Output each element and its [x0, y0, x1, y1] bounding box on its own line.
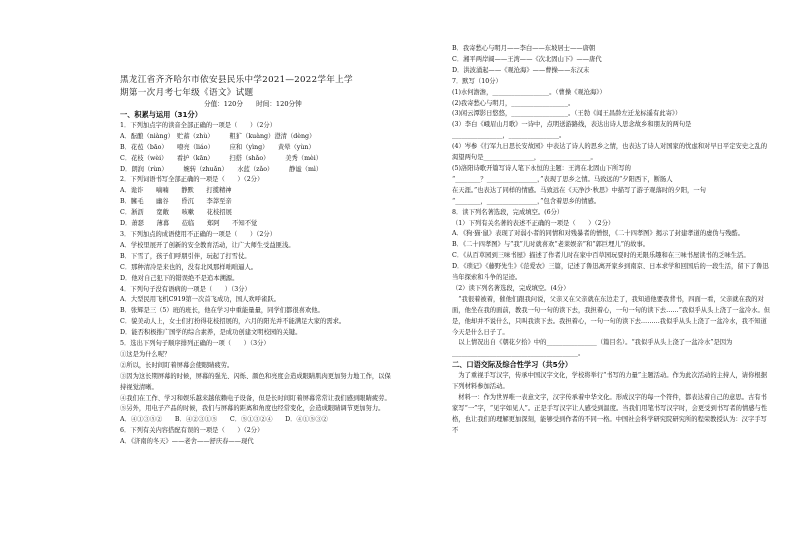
exam-title-line-2: 期第一次月考七年级《语文》试题 [120, 88, 254, 98]
text-line: A．酝酿（niàng） 贮蓄（zhù） 粗犷（kuàng）澄清（dèng） [120, 132, 316, 140]
text-line: 3．下列加点的成语使用不正确的一项是（ ）（2分） [120, 230, 276, 238]
text-line: (3)闲云潭影日悠悠，__________________。（王勃《闻王昌龄左迁龙标遥有此寄》） [452, 110, 682, 118]
text-line: ________________，________________。 [452, 132, 566, 140]
text-line: (5)洛阳诗歌开篇写诗人笔下永恒的主题：王湾在北固山下所写的 [452, 164, 631, 172]
text-line: 2．下列词语书写全部正确的一项是（ ）（2分） [120, 176, 264, 184]
text-line: 6．下列有关内容搭配有误的一项是（ ）（2分） [120, 427, 264, 435]
text-line: （1）下列有关名著的表述不正确的一项是（ ）（2分） [452, 219, 615, 227]
text-line: A．学校里展开了创新的安全教育活动，让广大师生受益匪浅。 [120, 241, 295, 249]
section-heading: 一、积累与运用（31分） [120, 110, 202, 119]
text-line: (2)我寄愁心与明月，__________________。 [452, 99, 575, 107]
text-line: C．淅沥 宽敞 咳嗽 花枝招展 [120, 209, 232, 217]
text-line: “________，________________，”包含着思乡的情感。 [452, 197, 601, 205]
text-line: B．臃毛 幽谷 昏沉 李莽至亲 [120, 198, 232, 206]
exam-title-line-1: 黑龙江省齐齐哈尔市依安县民乐中学2021—2022学年上学 [120, 75, 353, 85]
text-line: 1．下列加点字的读音全部正确的一项是（ ）（2分） [120, 121, 276, 129]
text-line: ④我们在工作、学习和娱乐越来越依赖电子设备，但是长时间盯着屏幕常常让我们感到眼睛疲劳。 [120, 394, 391, 402]
text-line: C．那种清冷是来也的，没有北风那样咄咄逼人。 [120, 263, 258, 271]
text-line: “我很着被着，催他们跟我问说，父亲又在父亲就在东边走了，我知道他要我背书，四面一看，父亲就在我的对面，他坐在我的面前，教我一句一句的读下去，我担着心，一句一句的读下去……”我似乎从头上浇了一盆冷水。但是，他却并不说什么，只叫我读下去。我担着心，一句一句的读下去………我似乎从头上浇了一盆冷水，我不知道今天是什么日子了。 [452, 295, 771, 336]
text-line: D．他对自己犯下的错误绝不是追本溯源。 [120, 274, 239, 282]
text-line: B．花苞（bāo） 嘹亮（liáo） 应和（yìng） 黄晕（yùn） [120, 143, 315, 151]
text-line: 8．读下列名著选段，完成填空。(6分） [452, 208, 564, 216]
text-line: D．洪波涌起——《观沧海》——曹操——东汉末 [452, 66, 590, 74]
text-line: B．张辉是三（5）班的班长，他在学习中重能量量，同学们都很喜欢他。 [120, 307, 324, 315]
text-line: “________？________________，”表现了思乡之情。马致远的“夕阳西下，断肠人 [452, 175, 673, 183]
text-line: D．《琐记》《藤野先生》《范爱农》三篇，记述了鲁迅离开家乡到南京、日本求学和回国后的一段生活，留下了鲁迅当年探索和斗争的足迹。 [452, 263, 769, 282]
text-line: ①这是为什么呢？ [120, 350, 171, 358]
text-line: A．《狗·猫·鼠》表现了对弱小者的同情和对残暴者的憎恨，《二十四孝图》揭示了封建孝道的虚伪与残酷。 [452, 230, 744, 238]
text-line: 7．默写（10分） [452, 77, 502, 85]
text-line: B．《二十四孝图》与“我”儿时就喜欢“老莱娱亲”和“郭巨埋儿”的故事。 [452, 241, 650, 249]
score-time-info: 分值：120分 时间：120分钟 [204, 100, 302, 108]
text-line: A．诡诈 喃喃 静默 打揽精神 [120, 187, 232, 195]
text-line: （2）读下列名著选段，完成填空。(4分） [452, 284, 570, 292]
text-line: C．貌美动人上，女士们打扮得花枝招展的，六月的阳光并不能满足大家的需求。 [120, 318, 346, 326]
text-line: 以上情况出自《朝花夕拾》中的________________（篇目名）。“我似乎从头上浇了一盆冷水”是因为 [452, 339, 733, 347]
text-line: 为了重视手写汉字，传承中国汉字文化，学校将举行“书写的力量”主题活动。作为此次活动的主持人，请你根据下列材料参加活动。 [452, 372, 767, 391]
text-line: A．大型民用飞机C919第一次首飞成功，国人欢呼雀跃。 [120, 296, 280, 304]
text-line: B．下雪了，孩子们呼朋引伴，玩起了打雪仗。 [120, 252, 251, 260]
text-line: D．萧瑟 薄暮 莅临 郑阿 不知不觉 [120, 220, 258, 228]
text-line: B．我寄愁心与明月——李白——东坡居士——唐朝 [452, 45, 596, 52]
text-line: ③因为这长期屏幕的时候，屏幕的强光、闪烁、颜色和亮度会造成眼睛肌肉更加努力地工作，以保持视觉清晰。 [120, 372, 391, 391]
text-line: D．能否积极推广国学的综合素养，是成功创建文明校园的关键。 [120, 329, 302, 337]
exam-title [120, 74, 440, 100]
section-heading: 二、口语交际及综合性学习（共5分） [452, 360, 573, 370]
text-line: ⑤另外，用电子产品的时候，我们与屏幕的距离和角度也经常变化，会造成眼睛调节更加努力。 [120, 405, 385, 413]
text-line: (4）岑参《行军九日思长安故园》中表达了诗人的思乡之情，也表达了诗人对国家的忧虑和对早日平定安史之乱的渴望两句是________________，________________。 [452, 143, 768, 162]
text-line: 5．选出下列句子顺序排列正确的一项（ ）（3分） [120, 340, 270, 348]
text-line: 4．下列句子没有语病的一项是（ ）（3分） [120, 285, 251, 293]
text-line: D．朗润（rùn） 婉转（zhuǎn） 水蓝（zǎo） 静谧（mì） [120, 165, 323, 173]
right-column [452, 44, 772, 437]
text-line: ②所以，长时间盯着屏幕会使眼睛疲劳。 [120, 361, 234, 369]
text-line: 在天涯。”也表达了同样的情感。马致远在《天净沙·秋思》中描写了游子观落时的夕阳，一句 [452, 186, 706, 194]
text-line: 材料一：作为世界唯一表意文字，汉字传承着中华文化。形成汉字的每一个符件，都表达着自己的意思。古有书家写“一”字，“见字如见人”。正是手写汉字让人感受到温度。当我们用笔书写汉字时，会更受到书写者的情感与性格，也让我们的理解更加深刻，能够受到作者的不同一格。中国社会科学研究院研究所的程荣教授认为：汉字手写不 [452, 394, 768, 434]
text-line: C．《从百草园到三味书屋》描述了作者儿时在家中百草园玩耍时的无限乐趣和在三味书屋读书的乏味生活。 [452, 252, 750, 260]
text-line: A．《济南的冬天》——老舍——舒庆春——现代 [120, 438, 254, 446]
text-line: (3）李白《峨眉山月歌》一诗中，点明送游路线，表达出诗人思念故乡和朋友的两句是 [452, 121, 692, 129]
text-line: C．花枝（wèi） 看护（kān） 扫搭（shǎo） 美秀（mèi） [120, 154, 323, 162]
left-column [120, 110, 392, 448]
text-line: ________________________________________。 [452, 350, 585, 358]
text-line: (1)水何澹澹，__________________。（曹操《观沧海》） [452, 88, 606, 96]
text-line: A．④①③⑤② B．④②③①⑤ C．⑤①③②④ D．④①⑤③② [120, 416, 328, 424]
text-line: C．湘平两岸阔——王湾——《次北固山下》——唐代 [452, 55, 602, 63]
